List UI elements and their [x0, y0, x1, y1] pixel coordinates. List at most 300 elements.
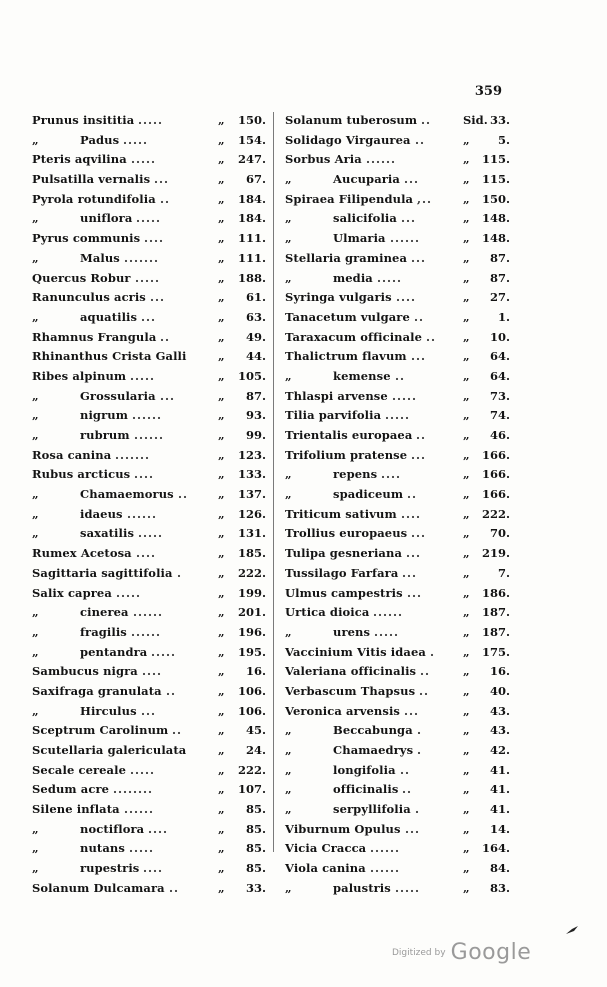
dot-leader: ... — [401, 211, 417, 226]
left_column-entry — [32, 347, 266, 367]
ditto-mark: „ — [463, 211, 470, 226]
plant-name: Sceptrum Carolinum — [32, 723, 169, 738]
page-reference: 148. — [481, 211, 510, 226]
page-reference: 187. — [481, 605, 510, 620]
plant-name: palustris — [333, 880, 391, 895]
column-divider — [273, 112, 274, 852]
dot-leader: ... — [150, 290, 166, 305]
right_column-entry — [285, 209, 510, 229]
dot-leader: .. — [414, 309, 425, 324]
plant-name: Viburnum Opulus — [285, 821, 401, 836]
ditto-mark: „ — [463, 565, 470, 580]
plant-name: urens — [333, 624, 371, 639]
page-reference: 166. — [481, 467, 510, 482]
page-reference: 166. — [481, 447, 510, 462]
dot-leader: ... — [154, 172, 170, 187]
page-reference: 63. — [245, 309, 266, 324]
ditto-mark: „ — [218, 172, 225, 187]
ditto-mark: „ — [32, 526, 39, 541]
dot-leader: .... — [144, 231, 165, 246]
dot-leader: ... — [411, 250, 427, 265]
plant-name: Tilia parvifolia — [285, 408, 382, 423]
right_column-entry — [285, 662, 510, 682]
page-reference: 148. — [481, 231, 510, 246]
plant-name: Pyrola rotundifolia — [32, 191, 156, 206]
plant-name: Verbascum Thapsus — [285, 683, 416, 698]
dot-leader: .. — [160, 329, 171, 344]
plant-name: Beccabunga — [333, 723, 413, 738]
ditto-mark: „ — [218, 388, 225, 403]
right_column-entry — [285, 643, 510, 663]
plant-name: repens — [333, 467, 378, 482]
ditto-mark: „ — [285, 487, 292, 502]
ditto-mark: „ — [218, 290, 225, 305]
plant-name: Pyrus communis — [32, 231, 141, 246]
plant-name: Urtica dioica — [285, 605, 370, 620]
dot-leader: .. — [415, 132, 426, 147]
page-reference: 247. — [237, 152, 266, 167]
right_column-entry — [285, 761, 510, 781]
ditto-mark: „ — [463, 506, 470, 521]
page-reference: 27. — [489, 290, 510, 305]
page-reference: 105. — [237, 368, 266, 383]
dot-leader: ..... — [130, 762, 156, 777]
plant-name: Trientalis europaea — [285, 428, 413, 442]
ditto-mark: „ — [32, 821, 39, 836]
dot-leader: ....... — [115, 447, 151, 462]
ditto-mark: „ — [463, 152, 470, 167]
page-reference: 111. — [237, 250, 266, 265]
ditto-mark: „ — [463, 880, 470, 895]
dot-leader: .... — [143, 861, 164, 876]
page-reference: 84. — [489, 861, 510, 876]
ditto-mark: „ — [218, 880, 225, 895]
left_column-entry — [32, 150, 266, 170]
right_column-entry — [285, 544, 510, 564]
dot-leader: ..... — [130, 368, 156, 383]
left_column-entry — [32, 111, 266, 131]
ditto-mark: „ — [32, 506, 39, 521]
plant-name: Quercus Robur — [32, 270, 131, 285]
right_column-entry — [285, 603, 510, 623]
dot-leader: ..... — [377, 270, 403, 285]
right_column-entry — [285, 131, 510, 151]
left_column-entry — [32, 839, 266, 859]
ditto-mark: „ — [32, 703, 39, 718]
page-reference: 85. — [245, 802, 266, 817]
page-reference: 196. — [237, 624, 266, 639]
dot-leader: ...... — [132, 408, 163, 423]
plant-name: Viola canina — [285, 861, 366, 876]
ditto-mark: „ — [218, 428, 225, 442]
plant-name: Veronica arvensis — [285, 703, 400, 718]
page-reference: 187. — [481, 624, 510, 639]
left_column-entry — [32, 643, 266, 663]
ditto-mark: „ — [285, 880, 292, 895]
plant-name: Chamaedrys — [333, 743, 414, 757]
page-reference: 87. — [489, 250, 510, 265]
dot-leader: . — [415, 802, 421, 817]
page-reference: 106. — [237, 683, 266, 698]
dot-leader: ...... — [370, 841, 401, 856]
right_column-entry — [285, 859, 510, 879]
ditto-mark: „ — [218, 585, 225, 600]
dot-leader: ..... — [138, 113, 164, 127]
right_column-entry — [285, 800, 510, 820]
page-reference: 106. — [237, 703, 266, 718]
page-reference: 16. — [245, 664, 266, 679]
ditto-mark: „ — [218, 743, 225, 757]
ditto-mark: „ — [218, 211, 225, 226]
left_column-entry — [32, 524, 266, 544]
plant-name: Secale cereale — [32, 762, 126, 777]
dot-leader: .. — [402, 782, 413, 797]
dot-leader: ... — [405, 821, 421, 836]
right_column-entry — [285, 426, 510, 446]
page-reference: 10. — [489, 329, 510, 344]
ditto-mark: „ — [463, 329, 470, 344]
left_column-entry — [32, 190, 266, 210]
plant-name: Chamaemorus — [80, 487, 174, 502]
dot-leader: ... — [160, 388, 176, 403]
plant-name: Solanum Dulcamara — [32, 880, 165, 895]
ditto-mark: „ — [285, 624, 292, 639]
ditto-mark: „ — [463, 585, 470, 600]
ditto-mark: „ — [218, 132, 225, 147]
page-reference: 188. — [237, 270, 266, 285]
plant-name: Vicia Cracca — [285, 841, 367, 856]
left_column-entry — [32, 406, 266, 426]
ditto-mark: „ — [32, 309, 39, 324]
dot-leader: ... — [404, 172, 420, 187]
left_column-entry — [32, 721, 266, 741]
ditto-mark: „ — [218, 526, 225, 541]
page-reference: 67. — [245, 172, 266, 187]
ditto-mark: „ — [218, 762, 225, 777]
plant-name: Spiraea Filipendula — [285, 191, 414, 206]
page-reference: 126. — [237, 506, 266, 521]
left_column-entry — [32, 584, 266, 604]
left_column-entry — [32, 662, 266, 682]
right_column-entry — [285, 702, 510, 722]
right_column-entry — [285, 328, 510, 348]
dot-leader: ...... — [366, 152, 397, 167]
dot-leader: ..... — [123, 132, 149, 147]
left_column-entry — [32, 564, 266, 584]
plant-name: officinalis — [333, 782, 399, 797]
dot-leader: . — [417, 743, 423, 757]
ditto-mark: „ — [218, 664, 225, 679]
ditto-mark: „ — [218, 487, 225, 502]
dot-leader: .... — [134, 467, 155, 482]
page-reference: 107. — [237, 782, 266, 797]
ditto-mark: „ — [463, 388, 470, 403]
plant-name: Tanacetum vulgare — [285, 309, 410, 324]
right_column-entry — [285, 190, 510, 210]
plant-name: Saxifraga granulata — [32, 683, 162, 698]
ditto-mark: „ — [218, 624, 225, 639]
page-reference: 137. — [237, 487, 266, 502]
ditto-mark: „ — [218, 447, 225, 462]
right_column-entry — [285, 170, 510, 190]
left_column-entry — [32, 505, 266, 525]
page-reference: 74. — [489, 408, 510, 423]
ditto-mark: „ — [463, 664, 470, 679]
plant-name: Taraxacum officinale — [285, 329, 423, 344]
right_column-entry — [285, 780, 510, 800]
dot-leader: ..... — [385, 408, 411, 423]
page-reference: 150. — [237, 113, 266, 127]
google-wordmark: Google — [450, 940, 532, 965]
ditto-mark: „ — [463, 703, 470, 718]
page-reference: 184. — [237, 211, 266, 226]
right_column-entry — [285, 721, 510, 741]
dot-leader: ... — [411, 447, 427, 462]
page-reference: 64. — [489, 349, 510, 364]
left_column-entry — [32, 741, 266, 761]
page-reference: 5. — [497, 132, 510, 147]
dot-leader: ...... — [390, 231, 421, 246]
page-reference: 14. — [489, 821, 510, 836]
left_column-entry — [32, 328, 266, 348]
left_column-entry — [32, 761, 266, 781]
ditto-mark: „ — [218, 113, 225, 127]
page-reference: 131. — [237, 526, 266, 541]
ditto-mark: „ — [218, 329, 225, 344]
dot-leader: .. — [419, 683, 430, 698]
index-column-right — [285, 111, 510, 899]
page-reference: 46. — [489, 428, 510, 442]
dot-leader: .... — [396, 290, 417, 305]
ditto-mark: „ — [218, 565, 225, 580]
dot-leader: ...... — [124, 802, 155, 817]
left_column-entry — [32, 465, 266, 485]
dot-leader: ,.. — [417, 191, 433, 206]
ditto-mark: „ — [285, 231, 292, 246]
page-reference: 115. — [481, 172, 510, 187]
page-reference: 73. — [489, 388, 510, 403]
ditto-mark: „ — [218, 605, 225, 620]
ditto-mark: „ — [463, 250, 470, 265]
page-reference: 219. — [481, 546, 510, 561]
dot-leader: . — [430, 644, 436, 659]
ditto-mark: „ — [463, 191, 470, 206]
right_column-entry — [285, 308, 510, 328]
right_column-entry — [285, 485, 510, 505]
ditto-mark: „ — [218, 802, 225, 817]
dot-leader: ...... — [133, 605, 164, 620]
right_column-entry — [285, 465, 510, 485]
dot-leader: .. — [407, 487, 418, 502]
left_column-entry — [32, 367, 266, 387]
ditto-mark: „ — [32, 624, 39, 639]
page-reference: 150. — [481, 191, 510, 206]
plant-name: Sorbus Aria — [285, 152, 362, 167]
dot-leader: ... — [141, 309, 157, 324]
ditto-mark: „ — [32, 861, 39, 876]
page-reference: 222. — [237, 565, 266, 580]
dot-leader: .. — [166, 683, 177, 698]
dot-leader: ... — [411, 526, 427, 541]
plant-name: Prunus insititia — [32, 113, 135, 127]
page-reference: 111. — [237, 231, 266, 246]
ditto-mark: „ — [463, 132, 470, 147]
plant-name: Thalictrum flavum — [285, 349, 407, 364]
ditto-mark: „ — [218, 309, 225, 324]
plant-name: rubrum — [80, 428, 130, 442]
plant-name: Solidago Virgaurea — [285, 132, 411, 147]
plant-name: Tussilago Farfara — [285, 565, 399, 580]
left_column-entry — [32, 879, 266, 899]
page-reference: 222. — [237, 762, 266, 777]
page-number: 359 — [474, 84, 502, 99]
plant-name: Stellaria graminea — [285, 250, 408, 265]
dot-leader: . — [177, 565, 183, 580]
right_column-entry — [285, 367, 510, 387]
left_column-entry — [32, 288, 266, 308]
left_column-entry — [32, 820, 266, 840]
ditto-mark: „ — [463, 723, 470, 738]
plant-name: spadiceum — [333, 487, 404, 502]
left_column-entry — [32, 170, 266, 190]
right_column-entry — [285, 387, 510, 407]
page-reference: 45. — [245, 723, 266, 738]
plant-name: nutans — [80, 841, 125, 856]
dot-leader: .. — [420, 664, 431, 679]
plant-name: fragilis — [80, 624, 127, 639]
ditto-mark: „ — [218, 644, 225, 659]
ditto-mark: „ — [463, 861, 470, 876]
ditto-mark: „ — [463, 487, 470, 502]
dot-leader: .. — [178, 487, 189, 502]
plant-name: Trifolium pratense — [285, 447, 408, 462]
ditto-mark: „ — [285, 762, 292, 777]
ditto-mark: „ — [32, 408, 39, 423]
plant-name: salicifolia — [333, 211, 397, 226]
right_column-entry — [285, 406, 510, 426]
ditto-mark: „ — [463, 408, 470, 423]
ink-smudge-icon — [565, 925, 579, 935]
left_column-entry — [32, 387, 266, 407]
right_column-entry — [285, 111, 510, 131]
ditto-mark: „ — [463, 231, 470, 246]
plant-name: Ribes alpinum — [32, 368, 127, 383]
ditto-mark: „ — [463, 546, 470, 561]
ditto-mark: „ — [218, 703, 225, 718]
left_column-entry — [32, 229, 266, 249]
dot-leader: ........ — [113, 782, 154, 797]
dot-leader: .. — [421, 113, 432, 127]
right_column-entry — [285, 839, 510, 859]
page-reference: 43. — [489, 703, 510, 718]
page-reference: 83. — [489, 880, 510, 895]
plant-name: Rumex Acetosa — [32, 546, 132, 561]
dot-leader: .. — [416, 428, 427, 442]
ditto-mark: „ — [463, 349, 470, 364]
plant-name: Padus — [80, 132, 120, 147]
page-reference: 184. — [237, 191, 266, 206]
page-reference: 93. — [245, 408, 266, 423]
left_column-entry — [32, 131, 266, 151]
plant-name: Rhamnus Frangula — [32, 329, 157, 344]
dot-leader: .... — [148, 821, 169, 836]
dot-leader: ... — [402, 565, 418, 580]
left_column-entry — [32, 446, 266, 466]
dot-leader: ..... — [131, 152, 157, 167]
page-reference: 70. — [489, 526, 510, 541]
page-reference: 85. — [245, 841, 266, 856]
plant-name: serpyllifolia — [333, 802, 411, 817]
left_column-entry — [32, 544, 266, 564]
plant-name: kemense — [333, 368, 391, 383]
plant-name: Ranunculus acris — [32, 290, 146, 305]
plant-name: pentandra — [80, 644, 148, 659]
plant-name: media — [333, 270, 373, 285]
plant-name: Trollius europaeus — [285, 526, 408, 541]
page-reference: 41. — [489, 802, 510, 817]
dot-leader: ...... — [127, 506, 158, 521]
plant-name: Scutellaria galericulata — [32, 743, 187, 757]
plant-name: Ulmaria — [333, 231, 386, 246]
page-reference: 201. — [237, 605, 266, 620]
left_column-entry — [32, 800, 266, 820]
dot-leader: .. — [160, 191, 171, 206]
digitized-by-watermark — [392, 940, 531, 965]
plant-name: Valeriana officinalis — [285, 664, 417, 679]
ditto-mark: „ — [463, 290, 470, 305]
plant-name: Thlaspi arvense — [285, 388, 388, 403]
dot-leader: ..... — [374, 624, 400, 639]
dot-leader: ... — [411, 349, 427, 364]
left_column-entry — [32, 623, 266, 643]
page-reference: 42. — [489, 743, 510, 757]
dot-leader: .... — [142, 664, 163, 679]
plant-name: Vaccinium Vitis idaea — [285, 644, 426, 659]
ditto-mark: „ — [463, 172, 470, 187]
ditto-mark: „ — [218, 861, 225, 876]
page-reference: 43. — [489, 723, 510, 738]
ditto-mark: „ — [285, 802, 292, 817]
ditto-mark: „ — [463, 526, 470, 541]
page-reference: 41. — [489, 762, 510, 777]
ditto-mark: „ — [463, 802, 470, 817]
page-reference: 185. — [237, 546, 266, 561]
right_column-entry — [285, 524, 510, 544]
ditto-mark: „ — [32, 605, 39, 620]
dot-leader: .. — [169, 880, 180, 895]
page-reference: 199. — [237, 585, 266, 600]
plant-name: Rhinanthus Crista Galli — [32, 349, 187, 364]
left_column-entry — [32, 249, 266, 269]
page-reference: 164. — [481, 841, 510, 856]
ditto-mark: „ — [285, 368, 292, 383]
dot-leader: .. — [400, 762, 411, 777]
ditto-mark: „ — [285, 723, 292, 738]
ditto-mark: „ — [285, 172, 292, 187]
page-reference: 64. — [489, 368, 510, 383]
right_column-entry — [285, 229, 510, 249]
dot-leader: .... — [401, 506, 422, 521]
left_column-entry — [32, 426, 266, 446]
dot-leader: ... — [406, 546, 422, 561]
right_column-entry — [285, 505, 510, 525]
plant-name: nigrum — [80, 408, 128, 423]
plant-name: Solanum tuberosum — [285, 113, 418, 127]
page-reference: 154. — [237, 132, 266, 147]
ditto-mark: „ — [218, 231, 225, 246]
dot-leader: ..... — [151, 644, 177, 659]
dot-leader: .. — [426, 329, 437, 344]
